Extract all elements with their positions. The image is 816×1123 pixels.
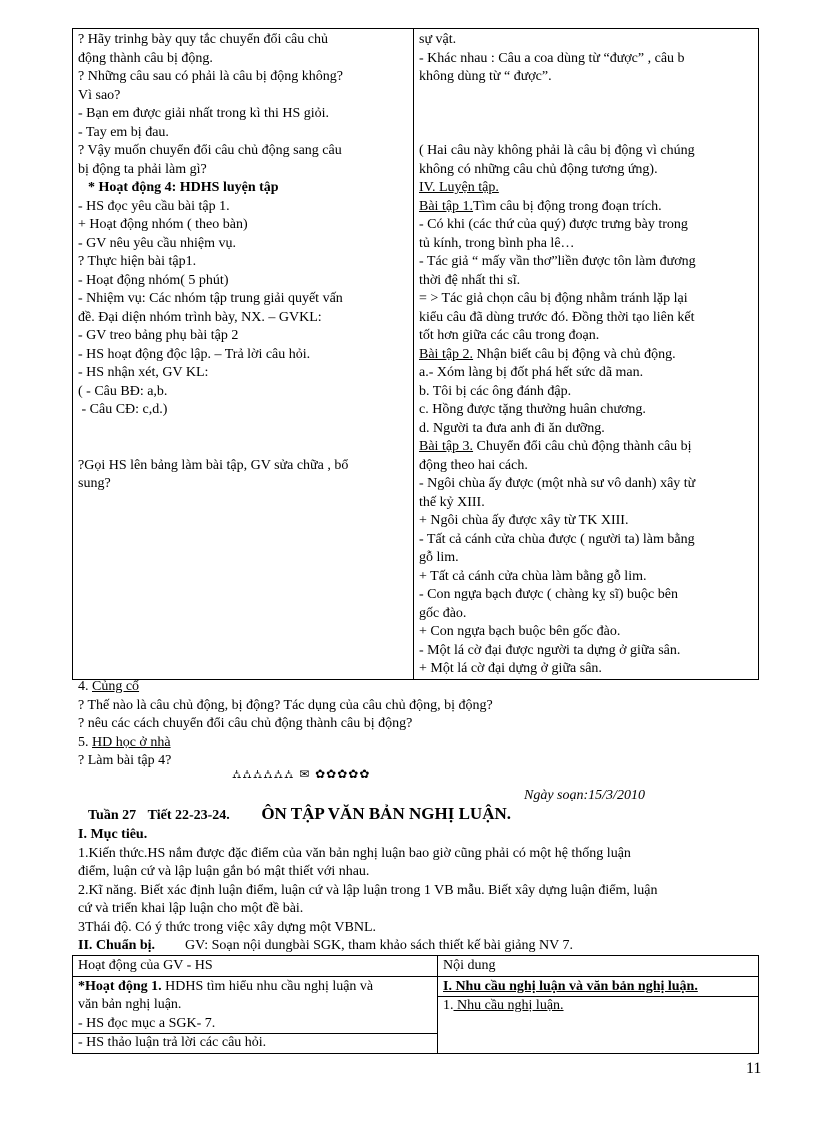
- consolidate-section: [78, 678, 768, 771]
- text-line: ? Những câu sau có phải là câu bị động không?: [78, 69, 343, 84]
- objectives-section: [78, 826, 768, 956]
- text-line: điểm, luận cứ và lập luận gắn bó mật thiết với nhau.: [78, 864, 370, 879]
- text-line: bị động ta phải làm gì?: [78, 161, 207, 177]
- text-line: - Bạn em được giải nhất trong kì thi HS giỏi.: [78, 106, 330, 121]
- text-line: + Hoạt động nhóm ( theo bàn): [78, 217, 248, 232]
- text-line: tốt hơn giữa các câu trong đoạn.: [419, 328, 600, 343]
- text-line: - HS hoạt động độc lập. – Trả lời câu hỏi.: [78, 346, 311, 362]
- text-line: thế kỷ XIII.: [419, 494, 485, 510]
- text-line: - Một lá cờ đại được người ta dựng ở giữa sân.: [419, 642, 681, 658]
- header-activity-cell: Hoạt động của GV - HS: [73, 956, 438, 977]
- decorative-divider: ⛼⛼⛼⛼⛼⛼ ✉ ✿✿✿✿✿: [232, 767, 371, 781]
- exercise-3-line: Bài tập 3. Chuyển đổi câu chủ động thành câu bị: [419, 439, 692, 454]
- text-line: - Tất cả cánh cửa chùa được ( người ta) làm bằng: [419, 531, 695, 547]
- text-line: - Tác giả “ mấy vần thơ”liền được tôn làm đương: [419, 254, 696, 269]
- practice-heading: IV. Luyện tập.: [419, 180, 499, 195]
- text-line: ? Làm bài tập 4?: [78, 753, 172, 768]
- text-line: a.- Xóm làng bị đốt phá hết sức dã man.: [419, 365, 644, 380]
- activity-4-heading: * Hoạt động 4: HDHS luyện tập: [88, 180, 279, 195]
- subsection-line: 1. Nhu cầu nghị luận.: [443, 998, 564, 1013]
- text-line: tủ kính, trong bình pha lê…: [419, 235, 575, 251]
- text-line: - Hoạt động nhóm( 5 phút): [78, 272, 229, 288]
- text-line: 3Thái độ. Có ý thức trong việc xây dựng một VBNL.: [78, 919, 376, 935]
- text-line: gỗ lim.: [419, 550, 459, 565]
- homework-heading: 5. HD học ở nhà: [78, 734, 171, 750]
- content-cell: [438, 976, 759, 1053]
- text-line: thời đệ nhất thi sĩ.: [419, 272, 521, 288]
- text-line: + Tất cả cánh cửa chùa làm bằng gỗ lim.: [419, 568, 647, 584]
- text-line: ? Thế nào là câu chủ động, bị động? Tác dụng của câu chủ động, bị động?: [78, 697, 493, 713]
- preparation-date: Ngày soạn:15/3/2010: [524, 788, 645, 803]
- text-line: không có những câu chủ động tương ứng).: [419, 161, 658, 177]
- text-line: - Ngôi chùa ấy được (một nhà sư vô danh) xây từ: [419, 476, 696, 491]
- text-line: - Con ngựa bạch được ( chàng kỵ sĩ) buộc bên: [419, 587, 678, 602]
- content-cell: [414, 29, 759, 680]
- text-line: - GV nêu yêu cầu nhiệm vụ.: [78, 235, 236, 251]
- text-line: - HS thảo luận trả lời các câu hỏi.: [78, 1035, 267, 1050]
- objectives-heading: I. Mục tiêu.: [78, 827, 148, 842]
- text-line: - Câu CĐ: c,d.): [78, 402, 168, 417]
- text-line: - Khác nhau : Câu a coa dùng từ “được” , câu b: [419, 50, 685, 66]
- text-line: - HS đọc mục a SGK- 7.: [78, 1015, 216, 1031]
- text-line: + Ngôi chùa ấy được xây từ TK XIII.: [419, 513, 629, 528]
- text-line: = > Tác giả chọn câu bị động nhằm tránh lặp lại: [419, 291, 688, 306]
- text-line: sung?: [78, 476, 111, 491]
- text-line: b. Tôi bị các ông đánh đập.: [419, 383, 572, 399]
- text-line: động theo hai cách.: [419, 457, 528, 473]
- text-line: ( - Câu BĐ: a,b.: [78, 383, 168, 399]
- text-line: ? nêu các cách chuyển đổi câu chủ động thành câu bị động?: [78, 716, 413, 731]
- header-content-cell: Nội dung: [438, 956, 759, 977]
- text-line: + Một lá cờ đại dựng ở giữa sân.: [419, 661, 602, 676]
- text-line: kiểu câu đã dùng trước đó. Đồng thời tạo liên kết: [419, 309, 695, 325]
- text-line: - Nhiệm vụ: Các nhóm tập trung giải quyết vấn: [78, 291, 343, 306]
- periods-label: Tiết 22-23-24.: [147, 808, 230, 823]
- text-line: ?Gọi HS lên bảng làm bài tập, GV sửa chữa , bổ: [78, 457, 349, 473]
- activity-1-line: *Hoạt động 1. HDHS tìm hiểu nhu cầu nghị luận và: [78, 978, 374, 994]
- text-line: văn bản nghị luận.: [78, 997, 182, 1012]
- text-line: động thành câu bị động.: [78, 50, 213, 66]
- text-line: ? Vậy muốn chuyển đổi câu chủ động sang câu: [78, 143, 342, 158]
- text-line: d. Người ta đưa anh đi ăn dưỡng.: [419, 420, 605, 436]
- text-line: c. Hồng được tặng thưởng huân chương.: [419, 402, 646, 417]
- text-line: ? Hãy trinhg bày quy tắc chuyển đổi câu chủ: [78, 32, 328, 47]
- text-line: không dùng từ “ được”.: [419, 69, 552, 84]
- text-line: - GV treo bảng phụ bài tập 2: [78, 328, 239, 343]
- text-line: đề. Đại diện nhóm trình bày, NX. – GVKL:: [78, 309, 322, 325]
- text-line: 1.Kiến thức.HS nắm được đặc điểm của văn bản nghị luận bao giờ cũng phải có một hệ thống luận: [78, 845, 631, 861]
- teacher-student-activity-cell: [73, 29, 414, 680]
- lesson-title: ÔN TẬP VĂN BẢN NGHỊ LUẬN.: [261, 804, 511, 823]
- text-line: - Có khi (các thứ của quý) được trưng bày trong: [419, 217, 688, 232]
- text-line: + Con ngựa bạch buộc bên gốc đào.: [419, 624, 621, 639]
- exercise-1-line: Bài tập 1.Tìm câu bị động trong đoạn trích.: [419, 198, 662, 214]
- lesson-activity-table: [72, 28, 759, 680]
- week-label: Tuần 27: [88, 808, 137, 823]
- text-line: ? Thực hiện bài tập1.: [78, 254, 197, 269]
- lesson-header: [88, 805, 511, 826]
- text-line: - Tay em bị đau.: [78, 124, 169, 140]
- activity-cell: [73, 976, 438, 1053]
- text-line: cứ và triển khai lập luận cho một đề bài.: [78, 901, 304, 916]
- text-line: sự vật.: [419, 32, 457, 47]
- text-line: ( Hai câu này không phải là câu bị động vì chúng: [419, 143, 695, 158]
- text-line: 2.Kĩ năng. Biết xác định luận điểm, luận cứ và lập luận trong 1 VB mẫu. Biết xây dựng luận điểm, luận: [78, 882, 658, 898]
- text-line: - HS đọc yêu cầu bài tập 1.: [78, 198, 230, 214]
- preparation-line: II. Chuẩn bị. GV: Soạn nội dungbài SGK, tham khảo sách thiết kế bài giảng NV 7.: [78, 938, 573, 953]
- page-number: 11: [746, 1060, 762, 1077]
- text-line: - HS nhận xét, GV KL:: [78, 365, 209, 380]
- section-title: I. Nhu cầu nghị luận và văn bản nghị luận.: [443, 978, 698, 994]
- review-lesson-table: [72, 955, 759, 1054]
- text-line: gốc đào.: [419, 605, 467, 621]
- text-line: Vì sao?: [78, 87, 121, 103]
- consolidate-heading: 4. Củng cố: [78, 679, 140, 694]
- exercise-2-line: Bài tập 2. Nhận biết câu bị động và chủ động.: [419, 346, 676, 362]
